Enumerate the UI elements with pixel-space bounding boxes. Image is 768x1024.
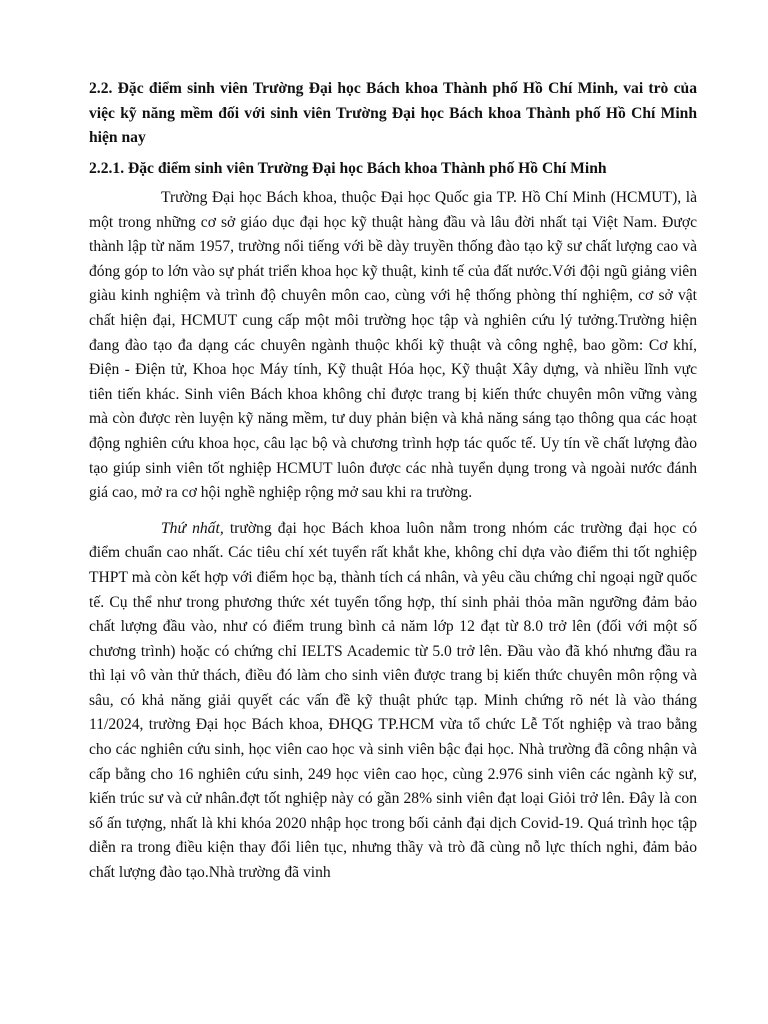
body-paragraph-2 xyxy=(89,517,697,886)
section-heading-2-2-1: 2.2.1. Đặc điểm sinh viên Trường Đại học Bách khoa Thành phố Hồ Chí Minh xyxy=(89,159,607,177)
paragraph-2-lead: Thứ nhất, xyxy=(161,519,224,537)
document-page xyxy=(89,77,697,886)
section-heading-2-2: 2.2. Đặc điểm sinh viên Trường Đại học Bách khoa Thành phố Hồ Chí Minh, vai trò của việc kỹ năng mềm đối với sinh viên Trường Đại học Bách khoa Thành phố Hồ Chí Minh hiện nay xyxy=(89,80,697,146)
paragraph-2-text: trường đại học Bách khoa luôn nằm trong nhóm các trường đại học có điểm chuẩn cao nhất. Các tiêu chí xét tuyển rất khắt khe, không chỉ dựa vào điểm thi tốt nghiệp THPT mà còn kết hợp với điểm học bạ, thành tích cá nhân, và yêu cầu chứng chỉ ngoại ngữ quốc tế. Cụ thể như trong phương thức xét tuyển tổng hợp, thí sinh phải thỏa mãn ngưỡng đảm bảo chất lượng đầu vào, như có điểm trung bình cả năm lớp 12 đạt từ 8.0 trở lên (đối với một số chương trình) hoặc có chứng chỉ IELTS Academic từ 5.0 trở lên. Đầu vào đã khó nhưng đầu ra thì lại vô vàn thử thách, điều đó làm cho sinh viên được trang bị kiến thức chuyên môn rộng và sâu, có khả năng giải quyết các vấn đề kỹ thuật phức tạp. Minh chứng rõ nét là vào tháng 11/2024, trường Đại học Bách khoa, ĐHQG TP.HCM vừa tổ chức Lễ Tốt nghiệp và trao bằng cho các nghiên cứu sinh, học viên cao học và sinh viên bậc đại học. Nhà trường đã công nhận và cấp bằng cho 16 nghiên cứu sinh, 249 học viên cao học, cùng 2.976 sinh viên các ngành kỹ sư, kiến trúc sư và cử nhân.đợt tốt nghiệp này có gần 28% sinh viên đạt loại Giỏi trở lên. Đây là con số ấn tượng, nhất là khi khóa 2020 nhập học trong bối cảnh đại dịch Covid-19. Quá trình học tập diễn ra trong điều kiện thay đổi liên tục, nhưng thầy và trò đã cùng nỗ lực thích nghi, đảm bảo chất lượng đào tạo.Nhà trường đã vinh xyxy=(89,519,697,882)
body-paragraph-1: Trường Đại học Bách khoa, thuộc Đại học Quốc gia TP. Hồ Chí Minh (HCMUT), là một trong những cơ sở giáo dục đại học kỹ thuật hàng đầu và lâu đời nhất tại Việt Nam. Được thành lập từ năm 1957, trường nổi tiếng với bề dày truyền thống đào tạo kỹ sư chất lượng cao và đóng góp to lớn vào sự phát triển khoa học kỹ thuật, kinh tế của đất nước.Với đội ngũ giảng viên giàu kinh nghiệm và trình độ chuyên môn cao, cùng với hệ thống phòng thí nghiệm, cơ sở vật chất hiện đại, HCMUT cung cấp một môi trường học tập và nghiên cứu lý tưởng.Trường hiện đang đào tạo đa dạng các chuyên ngành thuộc khối kỹ thuật và công nghệ, bao gồm: Cơ khí, Điện - Điện tử, Khoa học Máy tính, Kỹ thuật Hóa học, Kỹ thuật Xây dựng, và nhiều lĩnh vực tiên tiến khác. Sinh viên Bách khoa không chỉ được trang bị kiến thức chuyên môn vững vàng mà còn được rèn luyện kỹ năng mềm, tư duy phản biện và khả năng sáng tạo thông qua các hoạt động nghiên cứu khoa học, câu lạc bộ và chương trình hợp tác quốc tế. Uy tín về chất lượng đào tạo giúp sinh viên tốt nghiệp HCMUT luôn được các nhà tuyển dụng trong và ngoài nước đánh giá cao, mở ra cơ hội nghề nghiệp rộng mở sau khi ra trường. xyxy=(89,189,697,502)
